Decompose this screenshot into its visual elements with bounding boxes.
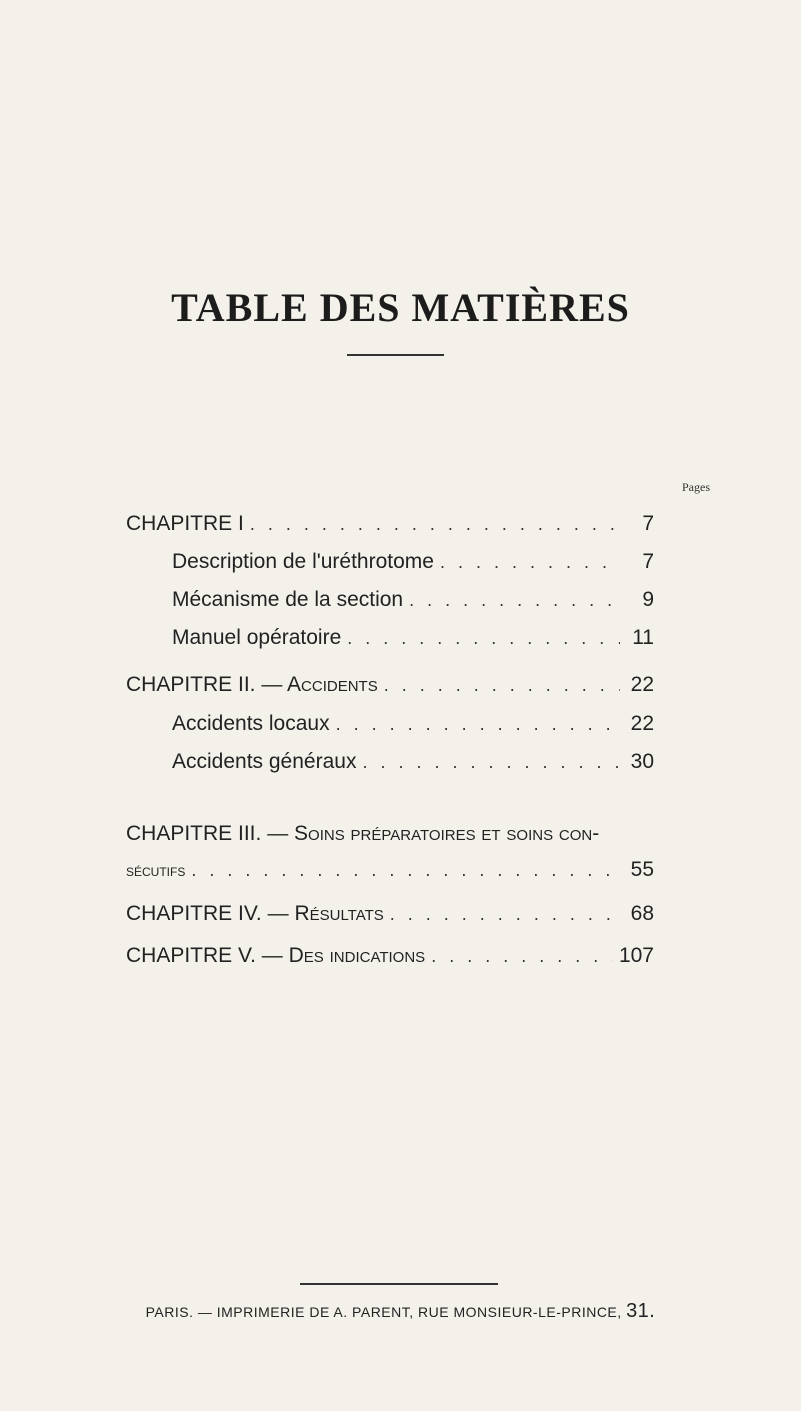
toc-entry-description	[172, 550, 654, 574]
page-title: TABLE DES MATIÈRES	[171, 285, 630, 330]
toc-entry-chapter-2	[126, 673, 654, 697]
dot-leader	[409, 590, 620, 611]
toc-entry-continuation: sécutifs	[126, 861, 186, 880]
title-divider	[347, 354, 444, 356]
dot-leader	[384, 675, 620, 696]
dot-leader	[336, 714, 620, 735]
imprint-number: 31.	[626, 1300, 656, 1322]
toc-entry-label: Accidents locaux	[172, 712, 330, 735]
toc-entry-page: 68	[630, 902, 654, 925]
toc-entry-subtitle: — Accidents	[261, 673, 378, 696]
toc-entry-accidents-generaux	[172, 750, 654, 774]
toc-entry-chapter-3	[126, 858, 654, 882]
toc-entry-chapter-5	[126, 944, 654, 968]
pages-column-label: Pages	[682, 480, 710, 494]
toc-entry-subtitle: — Soins préparatoires et soins con-	[267, 822, 600, 845]
toc-entry-page: 9	[642, 588, 654, 611]
dot-leader	[191, 860, 620, 881]
toc-entry-subtitle: — Résultats	[267, 902, 384, 925]
toc-entry-page: 11	[632, 626, 654, 649]
toc-entry-chapter-4	[126, 902, 654, 926]
imprint-text: PARIS. — IMPRIMERIE DE A. PARENT, RUE MONSIEUR-LE-PRINCE,	[145, 1304, 622, 1320]
toc-entry-label: CHAPITRE III.	[126, 822, 262, 845]
dot-leader	[347, 628, 620, 649]
toc-entry-manuel	[172, 626, 654, 650]
toc-entry-page: 22	[630, 712, 654, 735]
toc-entry-chapter-1	[126, 512, 654, 536]
toc-entry-page: 7	[642, 512, 654, 535]
toc-entry-label: CHAPITRE II.	[126, 673, 256, 696]
dot-leader	[250, 514, 620, 535]
toc-entry-page: 22	[630, 673, 654, 696]
printer-imprint	[0, 1300, 801, 1323]
toc-entry-label: Mécanisme de la section	[172, 588, 404, 611]
toc-entry-label: Accidents généraux	[172, 750, 357, 773]
footer-divider	[300, 1283, 498, 1285]
toc-entry-label: CHAPITRE V.	[126, 944, 256, 967]
toc-entry-label: Description de l'uréthrotome	[172, 550, 434, 573]
toc-entry-label: CHAPITRE I	[126, 512, 244, 535]
toc-entry-page: 107	[618, 944, 654, 967]
toc-entry-page: 30	[630, 750, 654, 773]
toc-entry-label: Manuel opératoire	[172, 626, 342, 649]
toc-entry-page: 7	[642, 550, 654, 573]
toc-entry-mecanisme	[172, 588, 654, 612]
toc-entry-chapter-3-line1	[126, 822, 599, 846]
toc-entry-label: CHAPITRE IV.	[126, 902, 262, 925]
dot-leader	[440, 552, 620, 573]
dot-leader	[362, 752, 620, 773]
dot-leader	[431, 946, 613, 967]
dot-leader	[390, 904, 620, 925]
toc-entry-accidents-locaux	[172, 712, 654, 736]
toc-entry-subtitle: — Des indications	[261, 944, 426, 967]
toc-entry-page: 55	[630, 858, 654, 881]
